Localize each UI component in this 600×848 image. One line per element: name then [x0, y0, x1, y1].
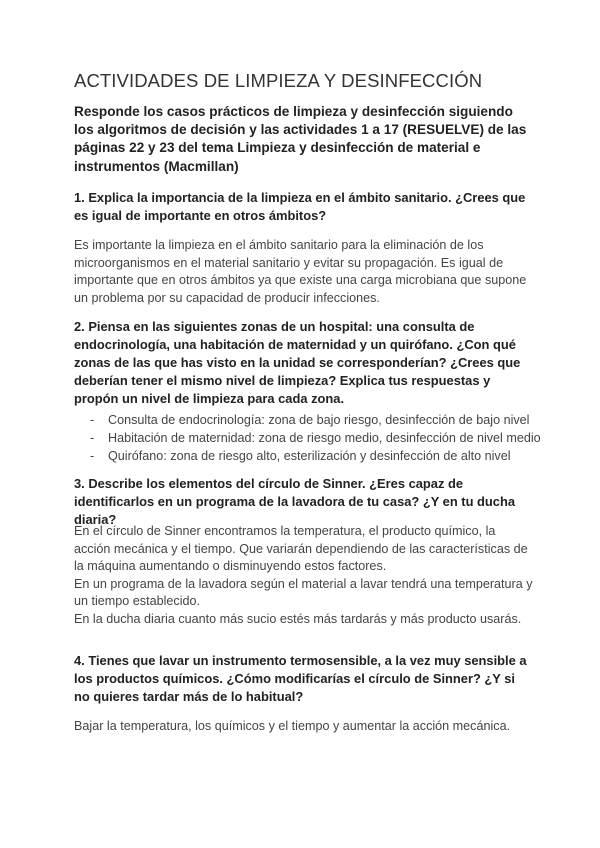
list-item: - Consulta de endocrinología: zona de bajo riesgo, desinfección de bajo nivel [90, 413, 530, 427]
zone-level-list [90, 411, 540, 465]
question-1: 1. Explica la importancia de la limpieza en el ámbito sanitario. ¿Crees que es igual de importante en otros ámbitos? [74, 190, 526, 223]
list-bullet: - [90, 449, 95, 463]
question-4: 4. Tienes que lavar un instrumento termosensible, a la vez muy sensible a los productos químicos. ¿Cómo modificarías el círculo de Sinner? ¿Y si no quieres tardar más de lo habitual? [74, 653, 527, 704]
answer-3-paragraph-1: En el círculo de Sinner encontramos la temperatura, el producto químico, la acción mecánica y el tiempo. Que variarán dependiendo de las características de la máquina aumentando o disminuyendo estos factores. [74, 524, 528, 574]
instructions-paragraph: Responde los casos prácticos de limpieza y desinfección siguiendo los algoritmos de decisión y las actividades 1 a 17 (RESUELVE) de las páginas 22 y 23 del tema Limpieza y desinfección de material e instrumentos (Macmillan) [74, 104, 527, 174]
list-item: - Quirófano: zona de riesgo alto, esterilización y desinfección de alto nivel [90, 449, 511, 463]
list-item: - Habitación de maternidad: zona de riesgo medio, desinfección de nivel medio [90, 431, 541, 445]
answer-3-paragraph-2: En un programa de la lavadora según el material a lavar tendrá una temperatura y un tiempo establecido. [74, 576, 533, 609]
answer-4 [74, 718, 534, 736]
list-bullet: - [90, 431, 95, 445]
answer-1 [74, 237, 534, 307]
list-bullet: - [90, 413, 95, 427]
answer-1-paragraph: Es importante la limpieza en el ámbito sanitario para la eliminación de los microorganismos en el material sanitario y evitar su propagación. Es igual de importante que en otros ámbitos ya que existe una carga microbiana que supone un problema por su capacidad de producir infecciones. [74, 238, 527, 305]
question-3: 3. Describe los elementos del círculo de Sinner. ¿Eres capaz de identificarlos en un programa de la lavadora de tu casa? ¿Y en tu ducha diaria? [74, 476, 516, 527]
answer-4-paragraph: Bajar la temperatura, los químicos y el tiempo y aumentar la acción mecánica. [74, 719, 511, 733]
answer-3-paragraph-3: En la ducha diaria cuanto más sucio estés más tardarás y más producto usarás. [74, 611, 522, 626]
question-2: 2. Piensa en las siguientes zonas de un hospital: una consulta de endocrinología, una habitación de maternidad y un quirófano. ¿Con qué zonas de las que has visto en la unidad se corresponderían? ¿Crees que deberían tener el mismo nivel de limpieza? Explica tus respuestas y propón un nivel de limpieza para cada zona. [74, 319, 521, 406]
document-title: ACTIVIDADES DE LIMPIEZA Y DESINFECCIÓN [74, 70, 483, 91]
answer-3 [74, 523, 534, 629]
